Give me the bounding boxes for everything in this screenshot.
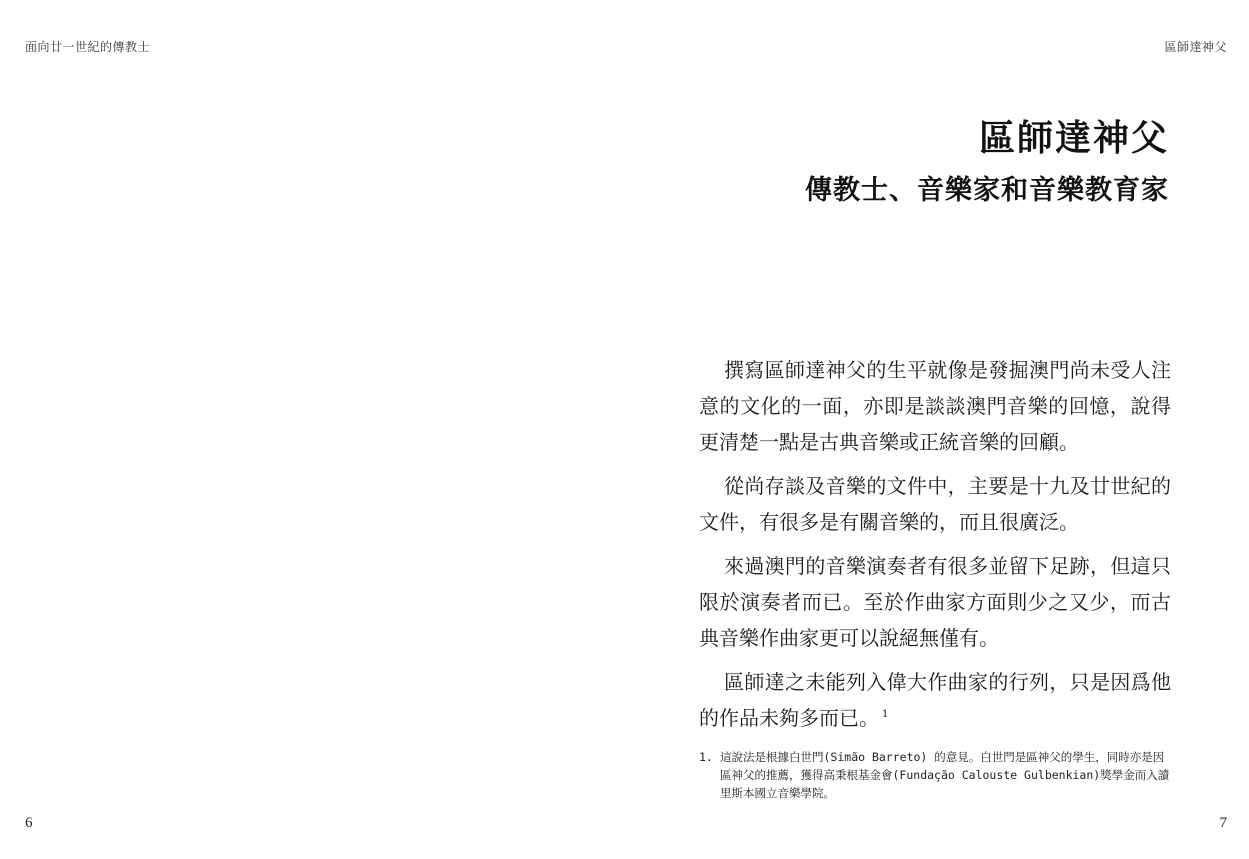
right-page-number: 7 bbox=[1219, 815, 1227, 831]
right-running-head: 區師達神父 bbox=[1164, 40, 1227, 54]
footnote-number: 1. bbox=[699, 750, 713, 764]
left-page-number: 6 bbox=[25, 815, 33, 831]
paragraph-4-text: 區師達之未能列入偉大作曲家的行列，只是因爲他的作品未夠多而已。 bbox=[699, 670, 1171, 730]
left-running-head: 面向廿一世紀的傳教士 bbox=[25, 40, 151, 54]
chapter-subtitle: 傳教士、音樂家和音樂教育家 bbox=[805, 175, 1169, 206]
chapter-title: 區師達神父 bbox=[978, 117, 1169, 159]
paragraph-3: 來過澳門的音樂演奏者有很多並留下足跡，但這只限於演奏者而已。至於作曲家方面則少之又少，而古典音樂作曲家更可以說絕無僅有。 bbox=[699, 554, 1171, 650]
footnote-text: 這說法是根據白世門(Simão Barreto) 的意見。白世門是區神父的學生，同時亦是因區神父的推薦，獲得高秉根基金會(Fundação Calouste Gulbenkian)獎學金而入讀里斯本國立音樂學院。 bbox=[720, 750, 1170, 800]
paragraph-1: 撰寫區師達神父的生平就像是發掘澳門尚未受人注意的文化的一面，亦即是談談澳門音樂的回憶，說得更清楚一點是古典音樂或正統音樂的回顧。 bbox=[699, 358, 1171, 454]
body-text bbox=[699, 352, 1171, 744]
footnote-reference[interactable]: 1 bbox=[882, 709, 889, 721]
paragraph-4 bbox=[699, 664, 1171, 736]
footnote bbox=[699, 748, 1171, 802]
paragraph-2: 從尚存談及音樂的文件中，主要是十九及廿世紀的文件，有很多是有關音樂的，而且很廣泛。 bbox=[699, 474, 1171, 534]
